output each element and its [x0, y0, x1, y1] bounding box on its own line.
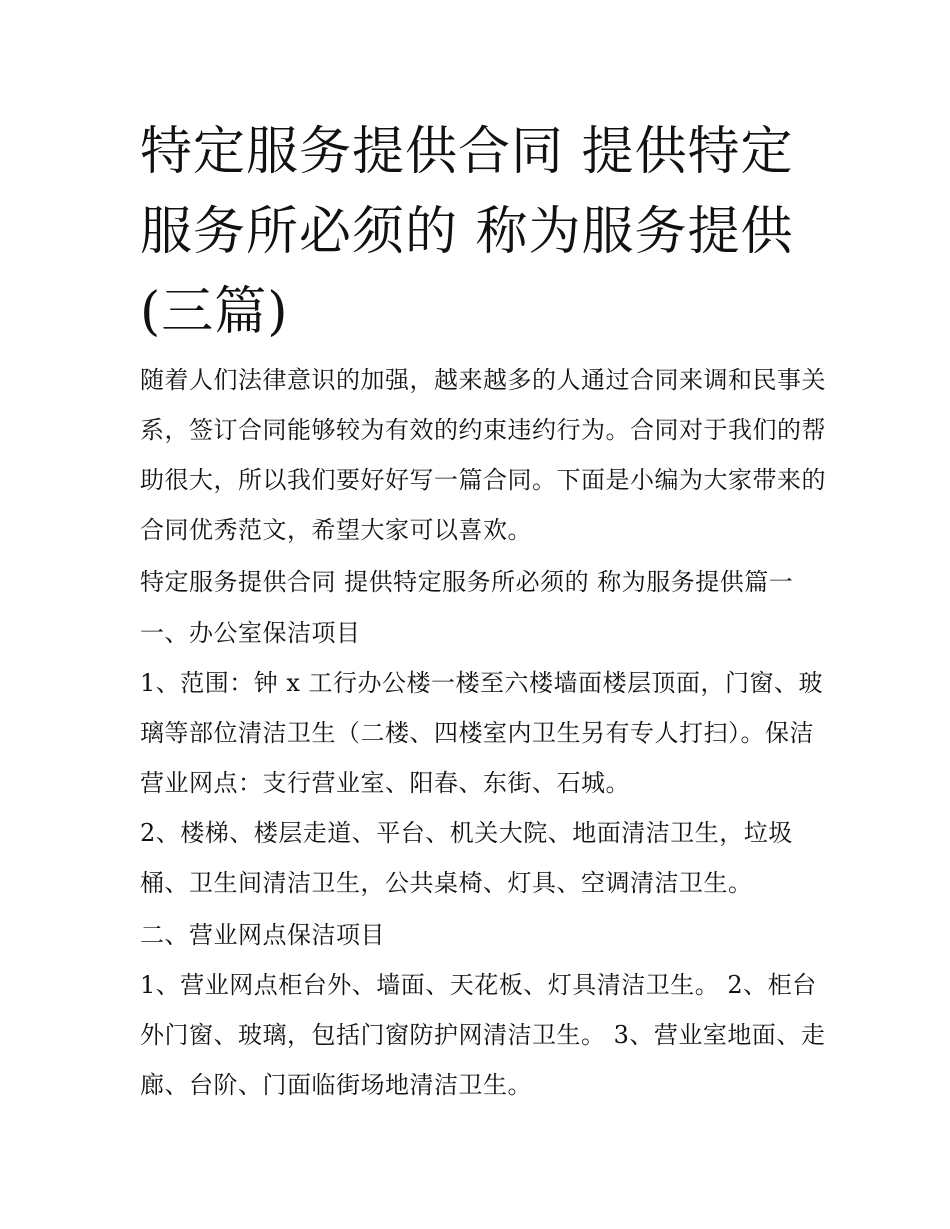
section-heading-office-cleaning: 一、办公室保洁项目	[140, 619, 361, 647]
section-heading-branch-cleaning: 二、营业网点保洁项目	[140, 921, 385, 949]
office-cleaning-item-1: 1、范围：钟 x 工行办公楼一楼至六楼墙面楼层顶面，门窗、玻璃等部位清洁卫生（二楼、四楼室内卫生另有专人打扫）。保洁营业网点：支行营业室、阳春、东街、石城。	[140, 669, 824, 797]
intro-paragraph: 随着人们法律意识的加强，越来越多的人通过合同来调和民事关系，签订合同能够较为有效的约束违约行为。合同对于我们的帮助很大，所以我们要好好写一篇合同。下面是小编为大家带来的合同优秀范文，希望大家可以喜欢。	[140, 366, 826, 544]
document-title: 特定服务提供合同 提供特定服务所必须的 称为服务提供(三篇)	[140, 122, 794, 342]
branch-cleaning-items: 1、营业网点柜台外、墙面、天花板、灯具清洁卫生。 2、柜台外门窗、玻璃，包括门窗防护网清洁卫生。 3、营业室地面、走廊、台阶、门面临街场地清洁卫生。	[140, 971, 826, 1099]
section-heading-part-one: 特定服务提供合同 提供特定服务所必须的 称为服务提供篇一	[140, 568, 794, 596]
office-cleaning-item-2: 2、楼梯、楼层走道、平台、机关大院、地面清洁卫生，垃圾桶、卫生间清洁卫生，公共桌椅、灯具、空调清洁卫生。	[140, 819, 793, 897]
